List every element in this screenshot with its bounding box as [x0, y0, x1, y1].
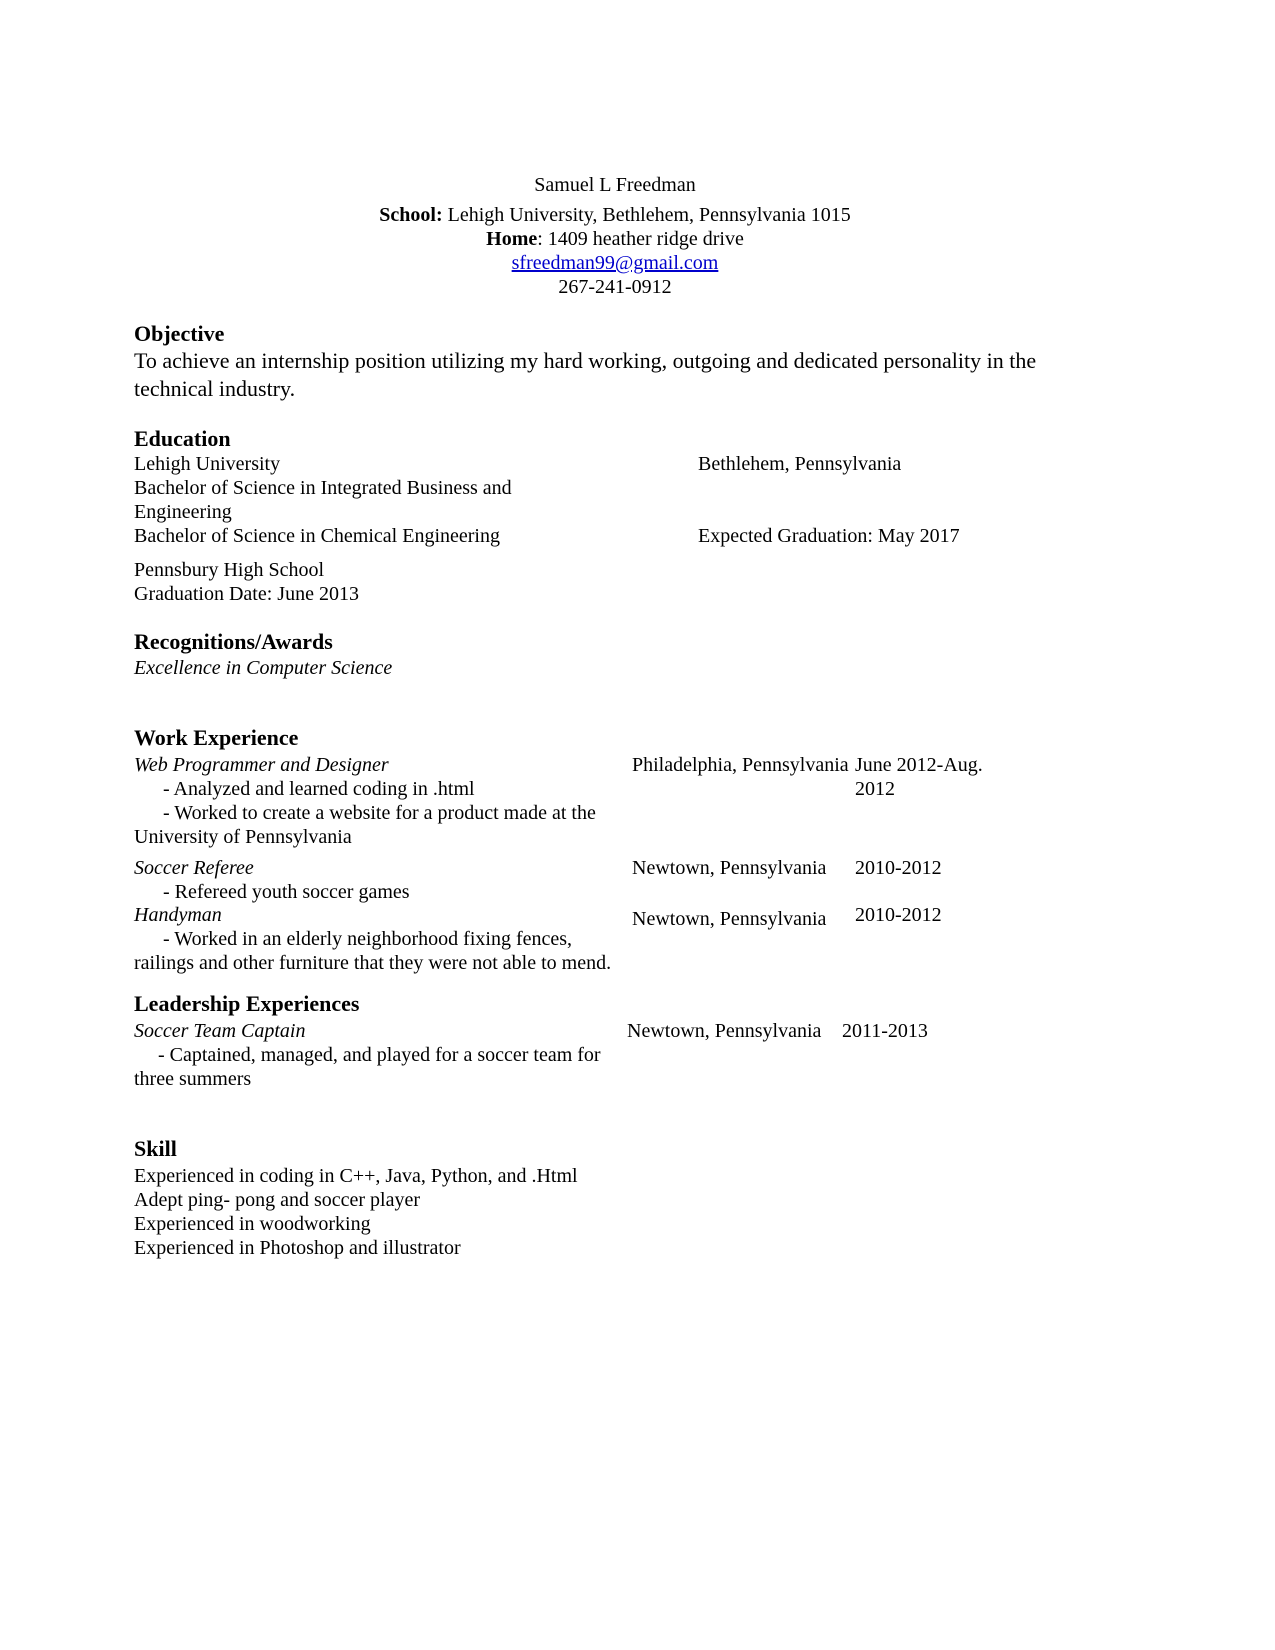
job-date-line-2: 2012: [855, 778, 895, 800]
resume-name: Samuel L Freedman: [534, 174, 696, 196]
education-degree-1-line-2: Engineering: [134, 501, 232, 523]
work-heading: Work Experience: [134, 725, 299, 750]
leadership-date: 2011-2013: [842, 1020, 928, 1042]
job-date-line-1: June 2012-Aug.: [855, 754, 983, 776]
job-bullet-continuation: University of Pennsylvania: [134, 826, 352, 848]
job-bullet: - Worked in an elderly neighborhood fixing fences,: [163, 928, 573, 950]
job-location: Philadelphia, Pennsylvania: [632, 754, 849, 776]
objective-text-line-1: To achieve an internship position utilizing my hard working, outgoing and dedicated personality in the: [134, 348, 1037, 373]
leadership-bullet: - Captained, managed, and played for a soccer team for: [158, 1044, 601, 1066]
home-value: : 1409 heather ridge drive: [537, 228, 744, 250]
education-high-school: Pennsbury High School: [134, 559, 324, 581]
email-link[interactable]: sfreedman99@gmail.com: [511, 252, 719, 274]
leadership-title: Soccer Team Captain: [134, 1020, 306, 1042]
home-address-line: [0, 227, 1230, 251]
school-value: Lehigh University, Bethlehem, Pennsylvania 1015: [442, 204, 851, 226]
objective-heading: Objective: [134, 321, 225, 346]
job-title: Web Programmer and Designer: [134, 754, 389, 776]
leadership-location: Newtown, Pennsylvania: [627, 1020, 822, 1042]
school-address-line: [0, 203, 1230, 227]
skill-item: Experienced in Photoshop and illustrator: [134, 1237, 461, 1259]
job-date: 2010-2012: [855, 857, 942, 879]
job-title: Soccer Referee: [134, 857, 254, 879]
objective-text-line-2: technical industry.: [134, 376, 296, 401]
leadership-heading: Leadership Experiences: [134, 991, 360, 1016]
home-label: Home: [486, 228, 538, 250]
education-degree-1-line-1: Bachelor of Science in Integrated Business and: [134, 477, 512, 499]
job-bullet: - Worked to create a website for a product made at the: [163, 802, 596, 824]
education-location: Bethlehem, Pennsylvania: [698, 453, 902, 475]
job-date: 2010-2012: [855, 904, 942, 926]
education-expected-graduation: Expected Graduation: May 2017: [698, 525, 960, 547]
skill-item: Experienced in coding in C++, Java, Python, and .Html: [134, 1165, 578, 1187]
job-bullet: - Analyzed and learned coding in .html: [163, 778, 475, 800]
education-school: Lehigh University: [134, 453, 281, 475]
award-item: Excellence in Computer Science: [134, 657, 393, 679]
leadership-bullet-continuation: three summers: [134, 1068, 252, 1090]
education-degree-2: Bachelor of Science in Chemical Engineering: [134, 525, 500, 547]
job-bullet: - Refereed youth soccer games: [163, 881, 410, 903]
education-high-school-graduation: Graduation Date: June 2013: [134, 583, 359, 605]
education-heading: Education: [134, 426, 231, 451]
phone-number: 267-241-0912: [558, 276, 672, 298]
skill-item: Adept ping- pong and soccer player: [134, 1189, 421, 1211]
school-label: School:: [379, 204, 443, 226]
skill-item: Experienced in woodworking: [134, 1213, 371, 1235]
job-location: Newtown, Pennsylvania: [632, 908, 827, 930]
skills-heading: Skill: [134, 1136, 177, 1161]
job-bullet-continuation: railings and other furniture that they were not able to mend.: [134, 952, 612, 974]
email-line: [0, 251, 1230, 275]
job-location: Newtown, Pennsylvania: [632, 857, 827, 879]
job-title: Handyman: [134, 904, 222, 926]
awards-heading: Recognitions/Awards: [134, 629, 333, 654]
